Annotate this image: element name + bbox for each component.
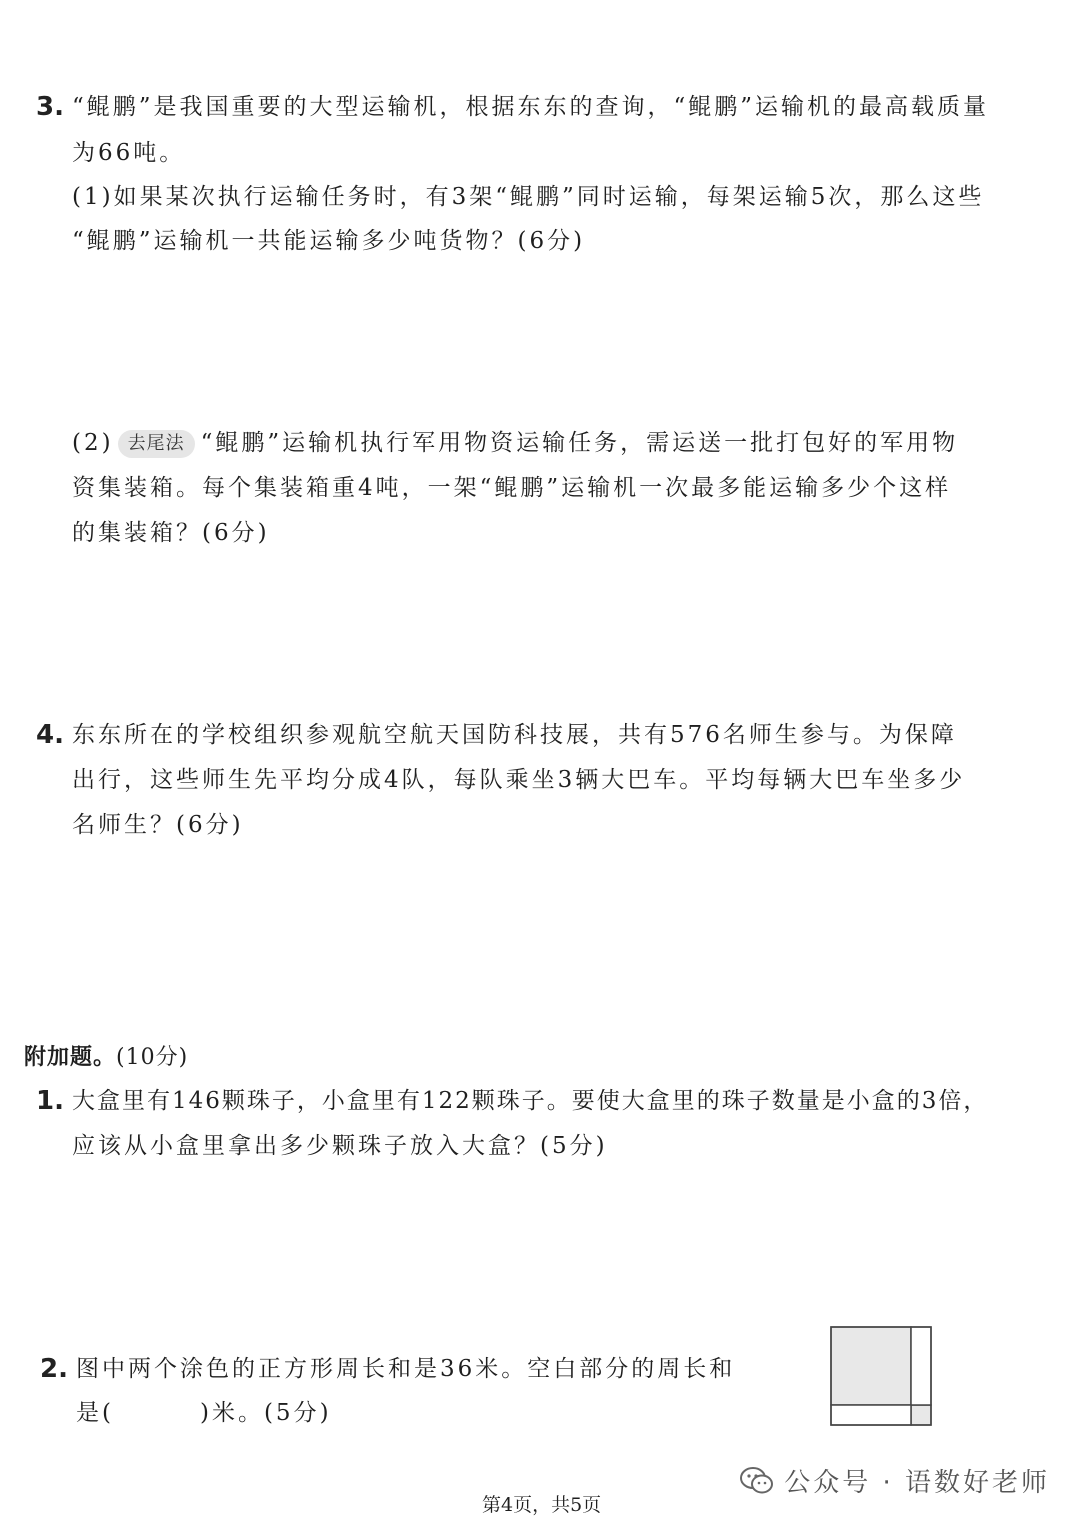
bottom-blank-strip (831, 1405, 911, 1425)
bonus-points: (10分) (116, 1045, 189, 1070)
bonus-section-title (24, 1040, 188, 1071)
question-4-line3: 名师生？(6分) (72, 812, 244, 838)
method-tag: 去尾法 (118, 430, 195, 458)
bonus-question-1-line2: 应该从小盒里拿出多少颗珠子放入大盒？(5分) (72, 1133, 608, 1159)
bonus-question-2-line2 (76, 1398, 332, 1428)
watermark-text: 公众号 · 语数好老师 (784, 1468, 1050, 1498)
small-shaded-square (911, 1405, 931, 1425)
question-3-part1-line2: “鲲鹏”运输机一共能运输多少吨货物？(6分) (72, 228, 586, 254)
question-3-part1-line1: (1)如果某次执行运输任务时，有3架“鲲鹏”同时运输，每架运输5次，那么这些 (72, 184, 985, 210)
wechat-logo-icon (740, 1467, 774, 1495)
page-number: 第4页，共5页 (482, 1494, 602, 1516)
question-3-number: 3. (36, 92, 64, 122)
bonus-question-2-line1: 图中两个涂色的正方形周长和是36米。空白部分的周长和 (76, 1356, 736, 1382)
squares-figure (828, 1324, 934, 1428)
bonus-question-1-number: 1. (36, 1086, 64, 1116)
bonus-question-1-line1: 大盒里有146颗珠子，小盒里有122颗珠子。要使大盒里的珠子数量是小盒的3倍， (72, 1088, 989, 1114)
answer-suffix: )米。(5分) (199, 1400, 332, 1426)
question-4-number: 4. (36, 720, 64, 750)
large-shaded-square (831, 1327, 911, 1405)
bonus-title: 附加题。 (24, 1045, 117, 1070)
bonus-question-2-number: 2. (40, 1354, 68, 1384)
right-blank-strip (911, 1327, 931, 1405)
question-3-part2-line1 (72, 428, 958, 458)
question-3-part2-prefix: (2) (72, 430, 114, 456)
answer-prefix: 是( (76, 1400, 114, 1426)
question-4-line1: 东东所在的学校组织参观航空航天国防科技展，共有576名师生参与。为保障 (72, 722, 957, 748)
question-3-stem-line1: “鲲鹏”是我国重要的大型运输机，根据东东的查询，“鲲鹏”运输机的最高载质量 (72, 94, 990, 120)
question-3-stem-line2: 为66吨。 (72, 140, 186, 166)
watermark (740, 1462, 1050, 1499)
question-3-part2-line2: 资集装箱。每个集装箱重4吨，一架“鲲鹏”运输机一次最多能运输多少个这样 (72, 475, 952, 501)
question-3-part2-text: “鲲鹏”运输机执行军用物资运输任务，需运送一批打包好的军用物 (200, 430, 959, 456)
question-4-line2: 出行，这些师生先平均分成4队，每队乘坐3辆大巴车。平均每辆大巴车坐多少 (72, 767, 966, 793)
question-3-part2-line3: 的集装箱？(6分) (72, 520, 270, 546)
